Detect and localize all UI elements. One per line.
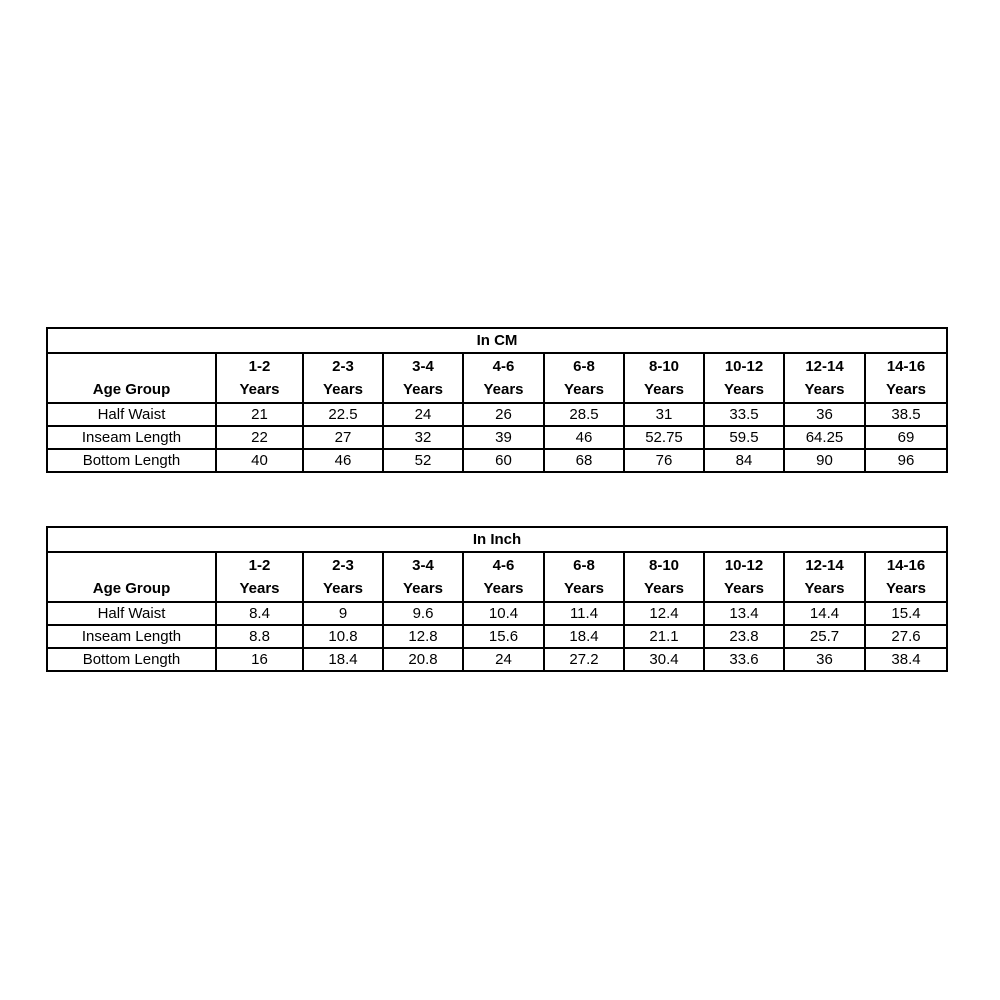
column-header (383, 353, 463, 403)
age-range: 2-3 (332, 557, 354, 574)
row-label: Half Waist (47, 602, 216, 625)
table-cell: 21 (216, 403, 303, 426)
column-header (865, 552, 947, 602)
table-cell: 9 (303, 602, 383, 625)
table-cell: 10.4 (463, 602, 544, 625)
table-cell: 26 (463, 403, 544, 426)
table-cell: 33.5 (704, 403, 784, 426)
age-unit: Years (239, 580, 280, 597)
table-cell: 27 (303, 426, 383, 449)
table-cell: 52.75 (624, 426, 704, 449)
column-header (704, 353, 784, 403)
size-table-inch (46, 526, 948, 672)
table-cell: 15.4 (865, 602, 947, 625)
age-range: 4-6 (492, 557, 515, 574)
age-range: 12-14 (805, 557, 844, 574)
table-cell: 22 (216, 426, 303, 449)
table-cell: 18.4 (544, 625, 624, 648)
table-cell: 27.2 (544, 648, 624, 671)
age-range: 2-3 (332, 358, 354, 375)
age-range: 1-2 (248, 557, 271, 574)
table-cell: 36 (784, 648, 865, 671)
table-title: In CM (47, 328, 947, 353)
table-cell: 18.4 (303, 648, 383, 671)
table-cell: 96 (865, 449, 947, 472)
column-header (463, 353, 544, 403)
row-label: Half Waist (47, 403, 216, 426)
age-range: 1-2 (248, 358, 271, 375)
column-header (544, 552, 624, 602)
table-cell: 38.5 (865, 403, 947, 426)
table-cell: 27.6 (865, 625, 947, 648)
table-cell: 69 (865, 426, 947, 449)
table-row (47, 426, 947, 449)
age-unit: Years (322, 580, 364, 597)
table-cell: 68 (544, 449, 624, 472)
table-cell: 20.8 (383, 648, 463, 671)
table-cell: 21.1 (624, 625, 704, 648)
size-table-cm (46, 327, 948, 473)
age-unit: Years (885, 381, 927, 398)
age-unit: Years (643, 381, 685, 398)
table-cell: 22.5 (303, 403, 383, 426)
table-cell: 10.8 (303, 625, 383, 648)
table-cell: 76 (624, 449, 704, 472)
table-row (47, 403, 947, 426)
age-range: 3-4 (412, 557, 434, 574)
table-cell: 14.4 (784, 602, 865, 625)
age-unit: Years (322, 381, 364, 398)
table-cell: 90 (784, 449, 865, 472)
column-header (463, 552, 544, 602)
table-cell: 12.8 (383, 625, 463, 648)
table-row (47, 625, 947, 648)
table-cell: 64.25 (784, 426, 865, 449)
table-cell: 24 (463, 648, 544, 671)
row-label: Inseam Length (47, 426, 216, 449)
table-cell: 15.6 (463, 625, 544, 648)
age-unit: Years (563, 580, 605, 597)
table-cell: 12.4 (624, 602, 704, 625)
age-unit: Years (563, 381, 605, 398)
age-range: 14-16 (886, 358, 926, 375)
table-cell: 8.8 (216, 625, 303, 648)
age-unit: Years (483, 580, 524, 597)
age-unit: Years (804, 580, 845, 597)
table-cell: 23.8 (704, 625, 784, 648)
table-row (47, 449, 947, 472)
table-row (47, 648, 947, 671)
column-header (704, 552, 784, 602)
age-group-header: Age Group (47, 552, 216, 602)
age-unit: Years (483, 381, 524, 398)
table-cell: 38.4 (865, 648, 947, 671)
column-header (624, 552, 704, 602)
row-label: Bottom Length (47, 648, 216, 671)
column-header (216, 552, 303, 602)
age-range: 14-16 (886, 557, 926, 574)
age-range: 10-12 (724, 358, 764, 375)
column-header (303, 353, 383, 403)
age-unit: Years (804, 381, 845, 398)
age-range: 3-4 (412, 358, 434, 375)
table-cell: 13.4 (704, 602, 784, 625)
column-header (216, 353, 303, 403)
age-range: 6-8 (573, 557, 595, 574)
table-cell: 52 (383, 449, 463, 472)
row-label: Inseam Length (47, 625, 216, 648)
table-row (47, 602, 947, 625)
age-unit: Years (402, 580, 444, 597)
table-cell: 24 (383, 403, 463, 426)
table-cell: 30.4 (624, 648, 704, 671)
column-header (865, 353, 947, 403)
table-cell: 28.5 (544, 403, 624, 426)
table-cell: 46 (544, 426, 624, 449)
age-range: 12-14 (805, 358, 844, 375)
age-unit: Years (723, 381, 765, 398)
table-cell: 33.6 (704, 648, 784, 671)
column-header (383, 552, 463, 602)
age-unit: Years (723, 580, 765, 597)
age-unit: Years (643, 580, 685, 597)
table-cell: 36 (784, 403, 865, 426)
age-range: 10-12 (724, 557, 764, 574)
table-cell: 11.4 (544, 602, 624, 625)
table-cell: 9.6 (383, 602, 463, 625)
table-cell: 31 (624, 403, 704, 426)
table-cell: 25.7 (784, 625, 865, 648)
column-header (784, 353, 865, 403)
column-header (544, 353, 624, 403)
table-cell: 59.5 (704, 426, 784, 449)
row-label: Bottom Length (47, 449, 216, 472)
age-range: 8-10 (648, 557, 680, 574)
column-header (303, 552, 383, 602)
age-range: 8-10 (648, 358, 680, 375)
age-unit: Years (885, 580, 927, 597)
table-cell: 8.4 (216, 602, 303, 625)
age-group-header: Age Group (47, 353, 216, 403)
age-range: 6-8 (573, 358, 595, 375)
table-title: In Inch (47, 527, 947, 552)
age-unit: Years (402, 381, 444, 398)
column-header (624, 353, 704, 403)
table-cell: 46 (303, 449, 383, 472)
table-cell: 39 (463, 426, 544, 449)
age-range: 4-6 (492, 358, 515, 375)
table-cell: 60 (463, 449, 544, 472)
column-header (784, 552, 865, 602)
age-unit: Years (239, 381, 280, 398)
table-cell: 40 (216, 449, 303, 472)
table-cell: 16 (216, 648, 303, 671)
table-cell: 84 (704, 449, 784, 472)
table-cell: 32 (383, 426, 463, 449)
